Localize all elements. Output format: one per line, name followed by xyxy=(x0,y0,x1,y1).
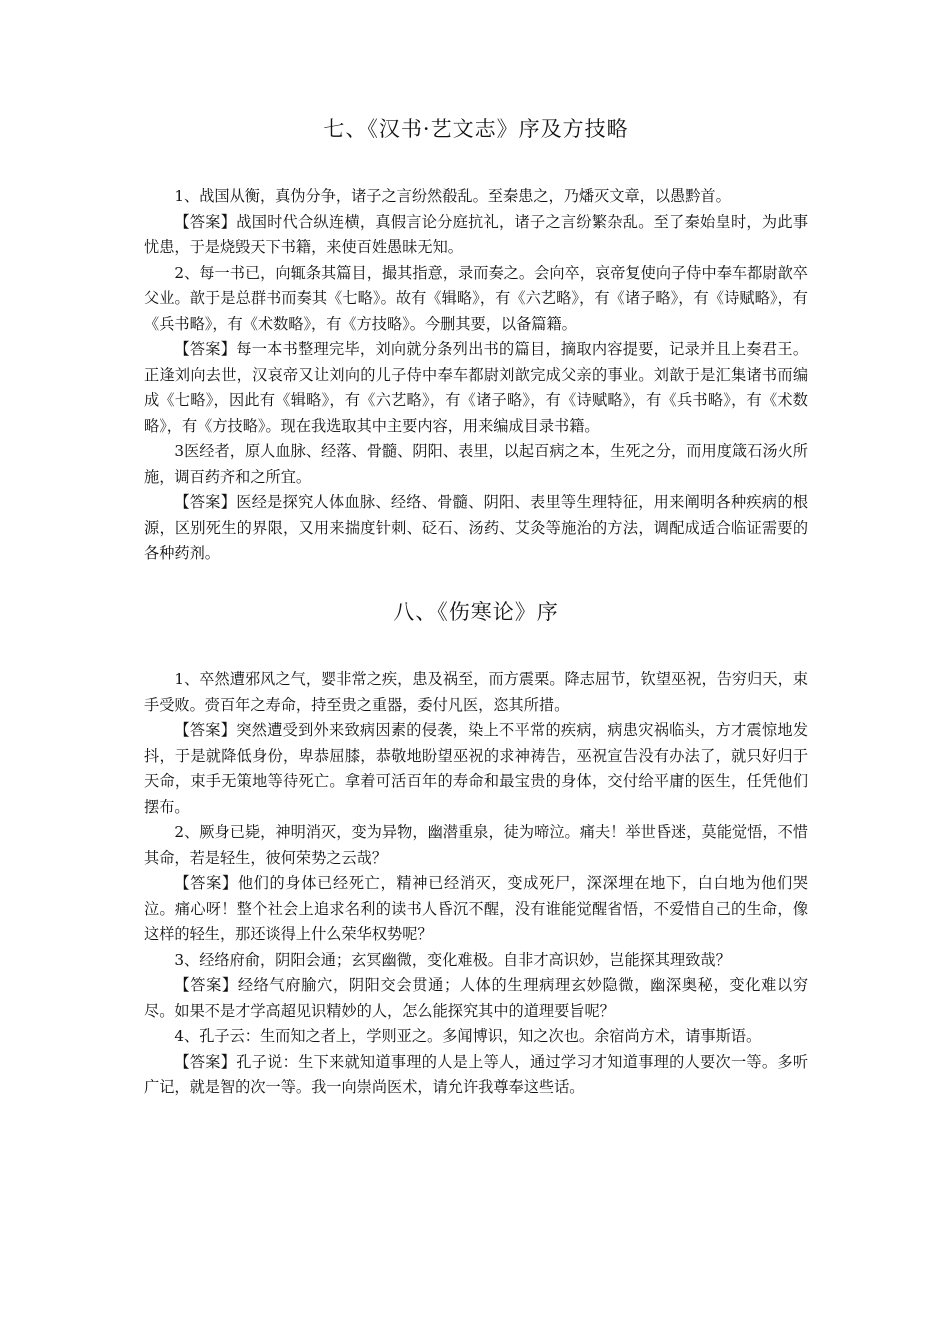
section-title-8: 八、《伤寒论》序 xyxy=(393,600,559,624)
answer-paragraph: 【答案】经络气府腧穴，阴阳交会贯通；人体的生理病理玄妙隐微，幽深奥秘，变化难以穷尽。如果不是才学高超见识精妙的人，怎么能探究其中的道理要旨呢？ xyxy=(144,976,808,1020)
answer-paragraph: 【答案】他们的身体已经死亡，精神已经消灭，变成死尸，深深埋在地下，白白地为他们哭泣。痛心呀！整个社会上追求名利的读书人昏沉不醒，没有谁能觉醒省悟，不爱惜自己的生命，像这样的轻生，那还谈得上什么荣华权势呢？ xyxy=(144,874,808,943)
question-paragraph: 1、战国从衡，真伪分争，诸子之言纷然殽乱。至秦患之，乃燔灭文章，以愚黔首。 xyxy=(174,187,731,205)
section-title-7: 七、《汉书·艺文志》序及方技略 xyxy=(323,117,629,141)
answer-paragraph: 【答案】战国时代合纵连横，真假言论分庭抗礼，诸子之言纷繁杂乱。至了秦始皇时，为此事忧患，于是烧毁天下书籍，来使百姓愚昧无知。 xyxy=(144,212,808,256)
question-paragraph: 2、每一书已，向辄条其篇目，撮其指意，录而奏之。会向卒，哀帝复使向子侍中奉车都尉歆卒父业。歆于是总群书而奏其《七略》。故有《辑略》，有《六艺略》，有《诸子略》，有《诗赋略》，有《兵书略》，有《术数略》，有《方技略》。今删其要，以备篇籍。 xyxy=(144,263,808,333)
section-body-8 xyxy=(144,667,808,1101)
answer-paragraph: 【答案】每一本书整理完毕，刘向就分条列出书的篇目，摘取内容提要，记录并且上奏君王。正逢刘向去世，汉哀帝又让刘向的儿子侍中奉车都尉刘歆完成父亲的事业。刘歆于是汇集诸书而编成《七略》，因此有《辑略》，有《六艺略》，有《诸子略》，有《诗赋略》，有《兵书略》，有《术数略》，有《方技略》。现在我选取其中主要内容，用来编成目录书籍。 xyxy=(144,340,808,435)
answer-paragraph: 【答案】孔子说：生下来就知道事理的人是上等人，通过学习才知道事理的人要次一等。多听广记，就是智的次一等。我一向崇尚医术，请允许我尊奉这些话。 xyxy=(144,1052,808,1096)
question-paragraph: 3、经络府俞，阴阳会通；玄冥幽微，变化难极。自非才高识妙，岂能探其理致哉？ xyxy=(174,950,731,969)
question-paragraph: 3医经者，原人血脉、经落、骨髓、阴阳、表里，以起百病之本，生死之分，而用度箴石汤火所施，调百药齐和之所宜。 xyxy=(144,442,808,486)
question-paragraph: 4、孔子云：生而知之者上，学则亚之。多闻博识，知之次也。余宿尚方术，请事斯语。 xyxy=(174,1027,762,1045)
answer-paragraph: 【答案】医经是探究人体血脉、经络、骨髓、阴阳、表里等生理特征，用来阐明各种疾病的根源，区别死生的界限，又用来揣度针刺、砭石、汤药、艾灸等施治的方法，调配成适合临证需要的各种药剂。 xyxy=(144,493,808,562)
question-paragraph: 1、卒然遭邪风之气，婴非常之疾，患及祸至，而方震栗。降志屈节，钦望巫祝，告穷归天，束手受败。赍百年之寿命，持至贵之重器，委付凡医，恣其所措。 xyxy=(144,670,808,714)
section-body-7 xyxy=(144,184,808,567)
question-paragraph: 2、厥身已毙，神明消灭，变为异物，幽潜重泉，徒为啼泣。痛夫！举世昏迷，莫能觉悟，不惜其命，若是轻生，彼何荣势之云哉？ xyxy=(144,823,808,867)
answer-paragraph: 【答案】突然遭受到外来致病因素的侵袭，染上不平常的疾病，病患灾祸临头，方才震惊地发抖，于是就降低身份，卑恭屈膝，恭敬地盼望巫祝的求神祷告，巫祝宣告没有办法了，就只好归于天命，束手无策地等待死亡。拿着可活百年的寿命和最宝贵的身体，交付给平庸的医生，任凭他们摆布。 xyxy=(144,721,808,816)
